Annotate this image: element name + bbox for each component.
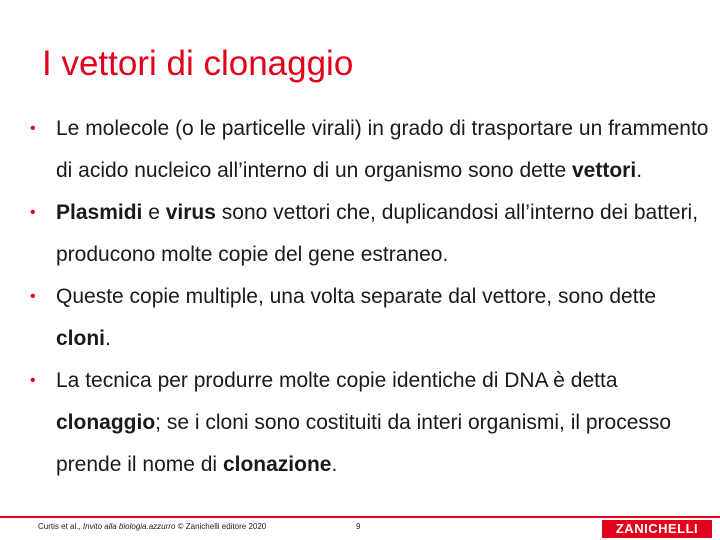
- bold-term: clonazione: [222, 453, 332, 476]
- credit-suffix: © Zanichelli editore 2020: [175, 522, 267, 531]
- bullet-text: [56, 285, 656, 350]
- bold-term: clonaggio: [56, 411, 156, 434]
- credit-book-title: Invito alla biologia.azzurro: [82, 522, 176, 531]
- text-run: La tecnica per produrre molte copie identiche di DNA è detta: [56, 369, 618, 392]
- bullet-item: [30, 276, 714, 360]
- slide-title: I vettori di clonaggio: [42, 44, 354, 83]
- bullet-text: [56, 117, 708, 182]
- bold-term: Plasmidi: [56, 201, 143, 224]
- bullet-item: [30, 360, 714, 486]
- bullet-text: [56, 201, 698, 266]
- text-run: .: [636, 159, 643, 182]
- credit-prefix: Curtis et al.,: [38, 522, 83, 531]
- bullet-list: [30, 108, 714, 486]
- text-run: sono vettori che, duplicandosi all’interno dei batteri, producono molte copie del gene estraneo.: [56, 201, 699, 266]
- bold-term: vettori: [572, 159, 637, 182]
- bullet-icon: •: [30, 288, 36, 305]
- page-number: 9: [356, 522, 361, 531]
- bullet-icon: •: [30, 204, 36, 221]
- bullet-item: [30, 192, 714, 276]
- bullet-text: [56, 369, 671, 476]
- publisher-logo: ZANICHELLI: [602, 520, 712, 538]
- footer-credit: [38, 522, 266, 531]
- bold-term: virus: [165, 201, 216, 224]
- bullet-icon: •: [30, 372, 36, 389]
- text-run: .: [331, 453, 338, 476]
- footer-divider: [0, 516, 720, 518]
- text-run: e: [142, 201, 166, 224]
- bold-term: cloni: [56, 327, 106, 350]
- text-run: Le molecole (o le particelle virali) in grado di trasportare un frammento di acido nucleico all’interno di un organismo sono dette: [56, 117, 709, 182]
- bullet-icon: •: [30, 120, 36, 137]
- bullet-item: [30, 108, 714, 192]
- text-run: .: [105, 327, 111, 350]
- text-run: ; se i cloni sono costituiti da interi organismi, il processo prende il nome di: [56, 411, 672, 476]
- text-run: Queste copie multiple, una volta separate dal vettore, sono dette: [56, 285, 657, 308]
